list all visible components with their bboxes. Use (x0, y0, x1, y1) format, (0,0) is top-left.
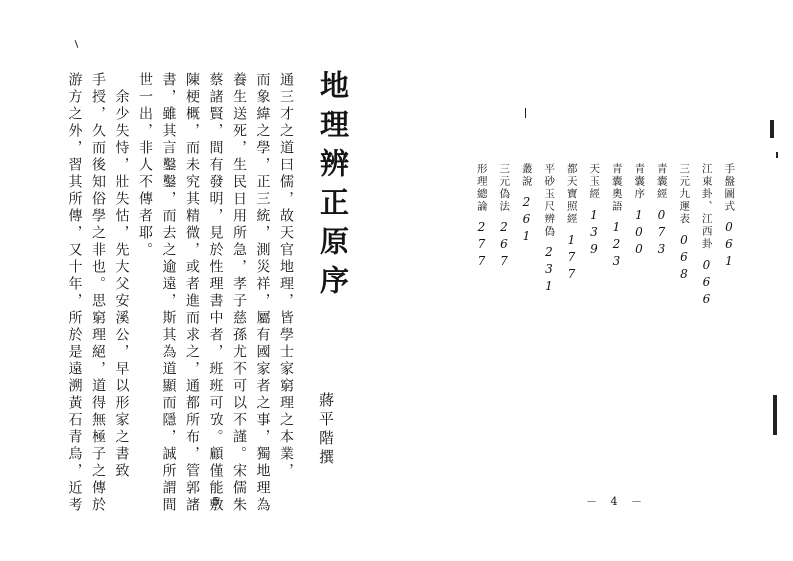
right-page (400, 0, 793, 561)
toc-page-number: 267 (497, 220, 511, 271)
binding-mark (776, 152, 778, 158)
scan-mark (75, 40, 79, 48)
preface-column: 養生送死，生民日用所急，孝子慈孫尤不可以不謹。宋儒朱 (231, 72, 247, 514)
toc-title: 江東卦、江西卦 (700, 163, 713, 251)
preface-column: 手授，久而後知俗學之非也。思窮理絕，道得無極子之傳於 (90, 72, 106, 514)
preface-column: 書，雖其言鑿鑿，而去之逾遠，斯其為道顯而隱，誠所謂間 (160, 72, 177, 514)
toc-entry (543, 163, 555, 296)
toc-title: 都天寶照經 (565, 163, 578, 226)
toc-page-number: 177 (564, 232, 579, 284)
toc-title: 天玉經 (588, 163, 601, 201)
author-line: 蔣平階撰 (317, 392, 335, 468)
toc-page-number: 123 (609, 220, 624, 271)
preface-column: 余少失恃，壯失怙，先大父安溪公，早以形家之書致 (113, 72, 130, 480)
toc-title: 青囊奧語 (610, 163, 623, 213)
preface-column: 蔡諸賢，間有發明，見於性理書中者，班班可攷。顧僅能敷 (207, 72, 224, 514)
toc-entry (521, 163, 533, 246)
toc-page-number: 231 (542, 245, 556, 296)
preface-column: 而象緯之學，正三統，測災祥，屬有國家者之事，獨地理為 (254, 72, 271, 514)
page-number: － 5 － (188, 495, 249, 508)
toc-title: 平砂玉尺辨偽 (543, 163, 556, 238)
toc-entry (476, 163, 488, 271)
toc-title: 青囊序 (633, 163, 646, 201)
toc-title: 形理總論 (475, 163, 488, 213)
toc-entry (498, 163, 510, 271)
toc-entry (566, 163, 578, 284)
toc-page-number: 068 (677, 232, 691, 284)
toc-title: 三元偽法 (498, 163, 511, 213)
toc-entry (588, 163, 600, 259)
preface-column: 世一出，非人不傳者耶。 (137, 72, 153, 259)
toc-page-number: 100 (632, 207, 646, 259)
toc-title: 手盤圖式 (723, 163, 736, 213)
toc-page-number: 073 (654, 207, 669, 259)
toc-entry (723, 163, 735, 271)
toc-entry (656, 163, 668, 259)
toc-entry (701, 163, 713, 309)
page-title: 地理辨正原序 (316, 70, 350, 304)
toc-page-number: 277 (474, 220, 489, 271)
preface-column: 陳梗概，而未究其精微，或者進而求之，通都所布，管郭諸 (184, 72, 200, 514)
preface-column: 通三才之道曰儒，故天官地理，皆學士家窮理之本業， (278, 72, 294, 480)
toc-entry (633, 163, 645, 259)
toc-entry (678, 163, 690, 284)
toc-title: 青囊經 (655, 163, 668, 201)
binding-mark (770, 120, 774, 138)
scan-mark (525, 108, 526, 118)
page-number: － 4 － (586, 495, 647, 508)
binding-mark (773, 395, 777, 435)
toc-entry (611, 163, 623, 271)
toc-title: 叢說 (520, 163, 533, 188)
toc-page-number: 139 (587, 207, 601, 259)
preface-column: 游方之外，習其所傳，又十年，所於是遠溯黃石青烏，近考 (66, 72, 83, 514)
toc-page-number: 066 (699, 257, 714, 309)
toc-page-number: 261 (519, 195, 534, 246)
toc-page-number: 061 (722, 220, 736, 271)
toc-title: 三元九運表 (678, 163, 691, 226)
